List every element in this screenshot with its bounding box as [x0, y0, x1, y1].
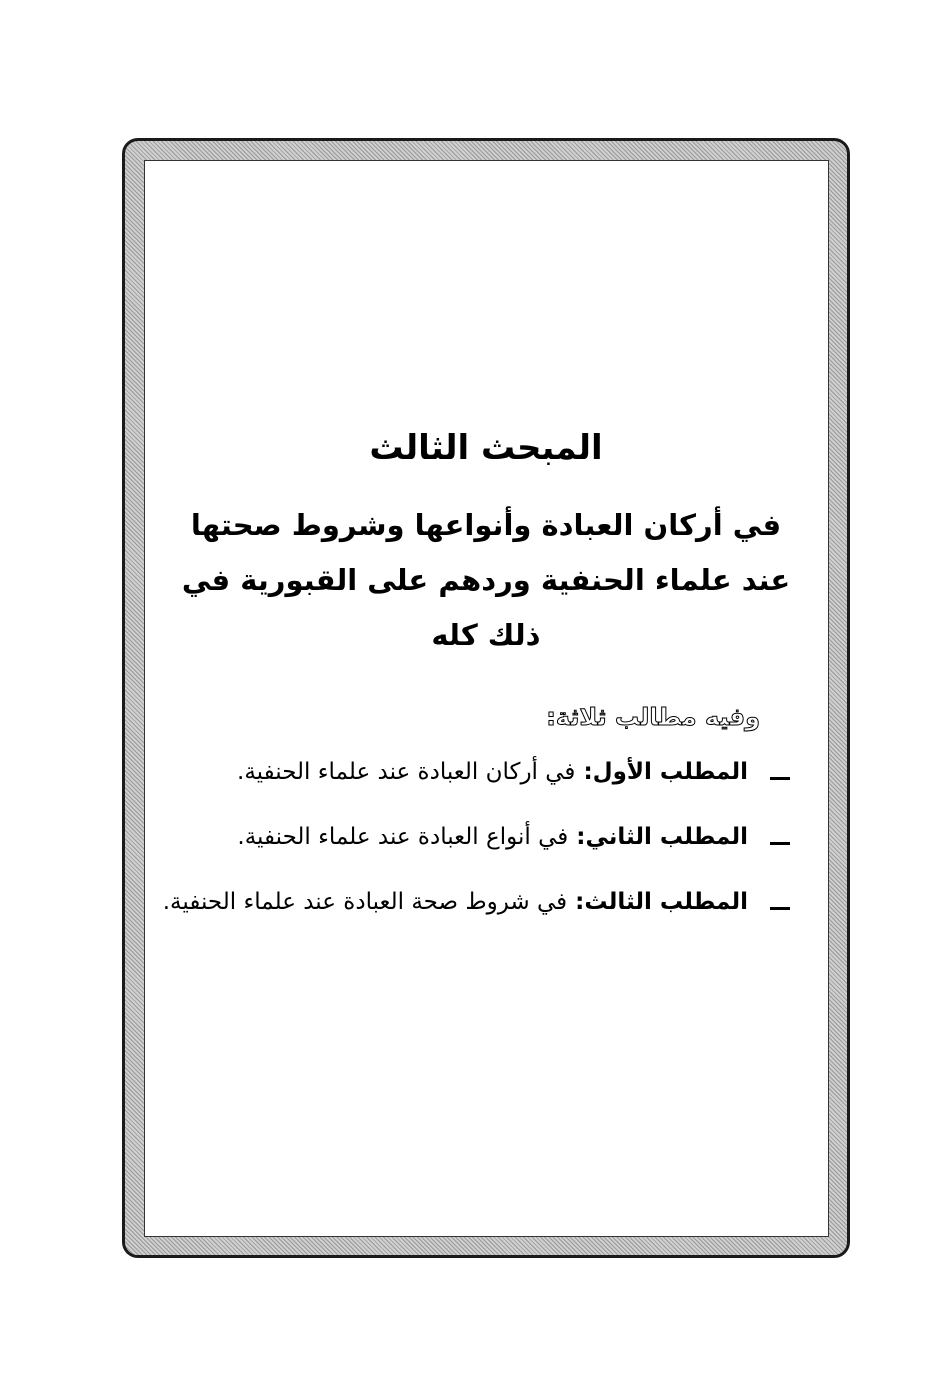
section-title: المبحث الثالث	[369, 428, 603, 468]
section-content	[150, 420, 822, 950]
dash-bullet	[770, 907, 790, 910]
item-title: المطلب الثاني:	[576, 824, 748, 850]
section-subtitle: في أركان العبادة وأنواعها وشروط صحتها عند علماء الحنفية وردهم على القبورية في ذلك كله	[181, 508, 791, 652]
item-title: المطلب الأول:	[583, 759, 748, 785]
item-text: في شروط صحة العبادة عند علماء الحنفية.	[162, 889, 568, 915]
intro-line: وفيه مطالب ثلاثة:	[546, 703, 760, 731]
item-text: في أركان العبادة عند علماء الحنفية.	[237, 759, 576, 785]
item-text: في أنواع العبادة عند علماء الحنفية.	[237, 824, 569, 850]
dash-bullet	[770, 777, 790, 780]
list-item	[150, 820, 822, 854]
item-title: المطلب الثالث:	[575, 889, 748, 915]
list-item	[150, 885, 822, 919]
list-item	[150, 755, 822, 789]
dash-bullet	[770, 842, 790, 845]
topics-list	[150, 755, 822, 919]
